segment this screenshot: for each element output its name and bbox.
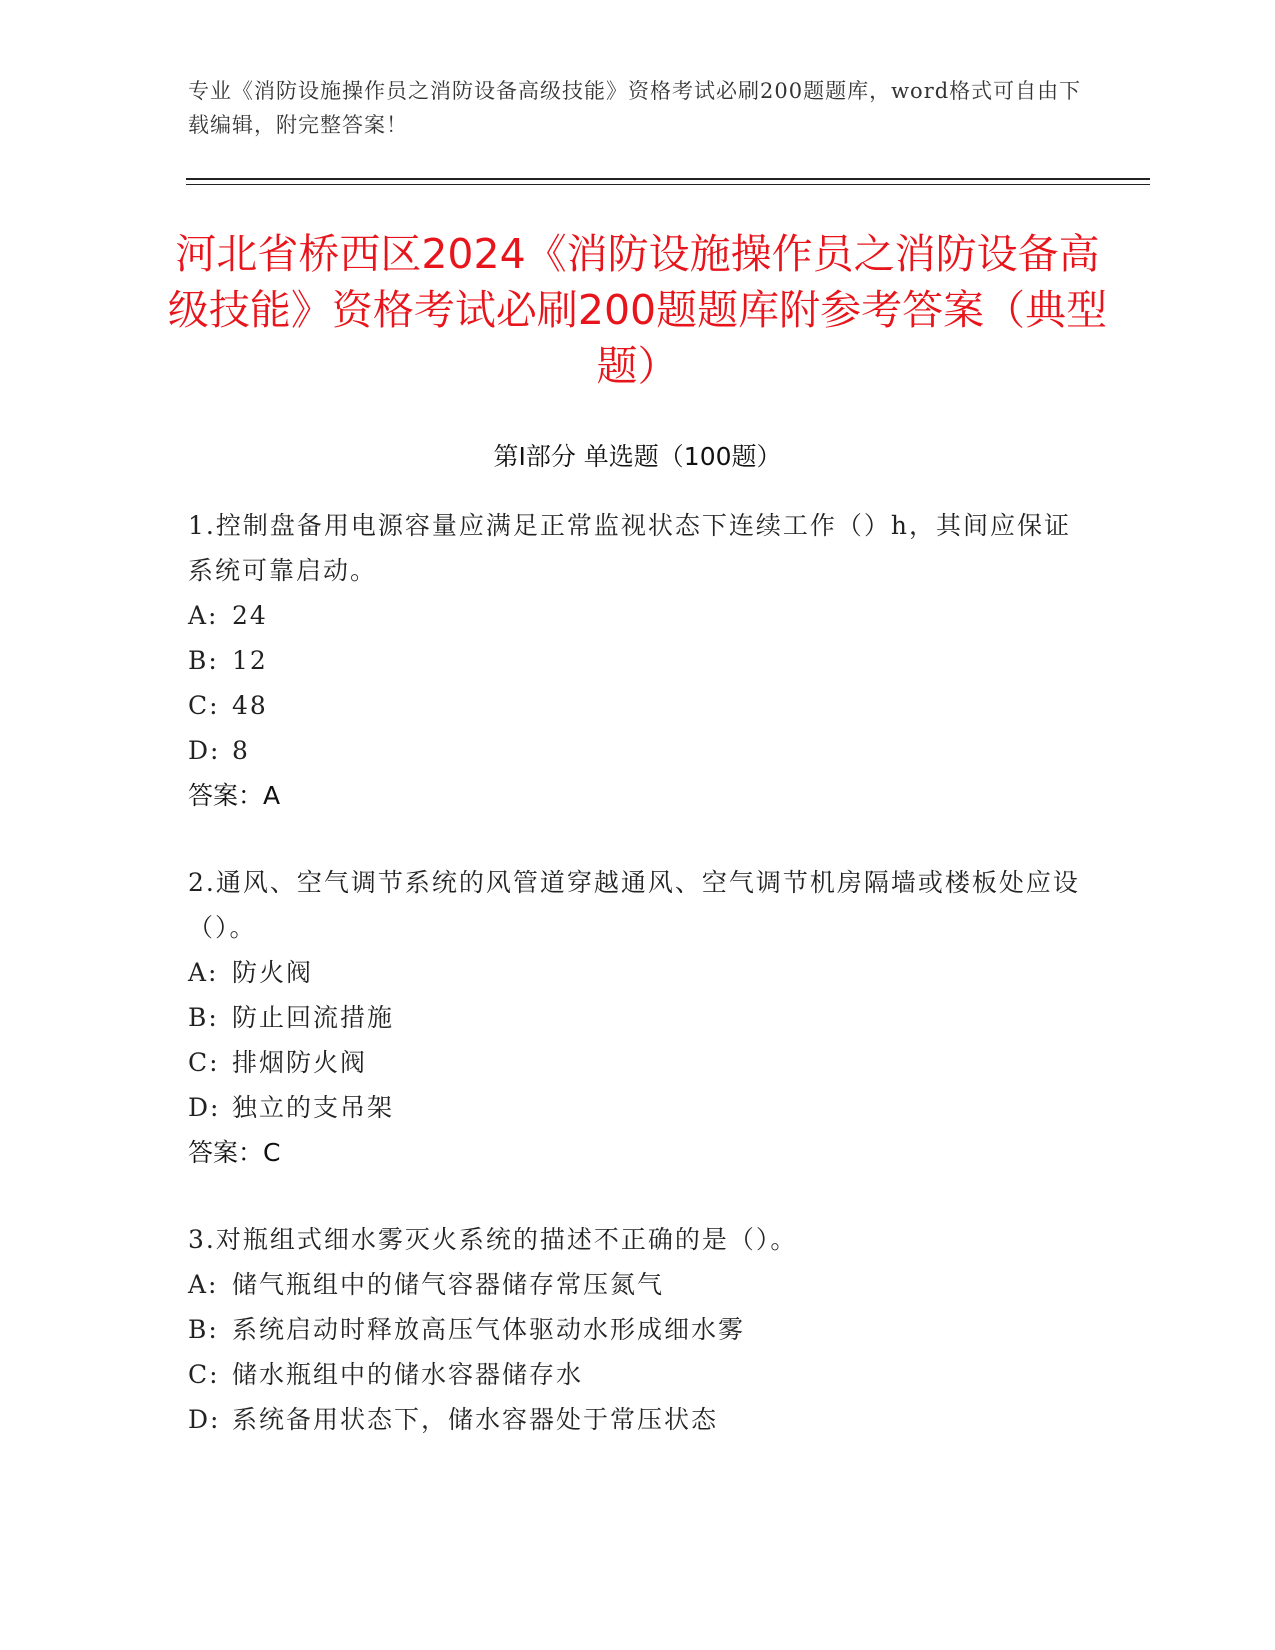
option-text: 防火阀 [232,958,314,987]
option-letter: B: [188,646,219,675]
option-letter: D: [188,1405,221,1434]
header-note: 专业《消防设施操作员之消防设备高级技能》资格考试必刷200题题库，word格式可自由下载编辑，附完整答案！ [188,79,1082,137]
option-c [188,1352,1088,1397]
option-d [188,1397,1088,1442]
option-text: 防止回流措施 [232,1003,395,1032]
question-3 [188,1217,1088,1442]
document-title: 河北省桥西区2024《消防设施操作员之消防设备高级技能》资格考试必刷200题题库附参考答案（典型题） [167,230,1108,390]
option-b [188,638,1088,683]
option-letter: D: [188,1093,221,1122]
option-letter: A: [188,1270,219,1299]
option-a [188,1262,1088,1307]
header-divider-thick [186,178,1150,180]
option-c [188,683,1088,728]
option-letter: A: [188,958,219,987]
question-1 [188,503,1088,818]
option-letter: C: [188,1360,220,1389]
option-letter: D: [188,736,221,765]
option-text: 系统备用状态下，储水容器处于常压状态 [232,1405,719,1434]
question-stem: 1.控制盘备用电源容量应满足正常监视状态下连续工作（）h，其间应保证系统可靠启动。 [188,511,1071,585]
option-letter: C: [188,691,220,720]
question-2 [188,860,1088,1175]
option-a [188,950,1088,995]
option-text: 排烟防火阀 [232,1048,368,1077]
option-a [188,593,1088,638]
answer-line: 答案：C [188,1138,281,1167]
option-text: 系统启动时释放高压气体驱动水形成细水雾 [232,1315,746,1344]
option-b [188,1307,1088,1352]
option-letter: B: [188,1315,219,1344]
option-text: 储水瓶组中的储水容器储存水 [232,1360,584,1389]
header-divider-thin [186,184,1150,185]
option-text: 24 [232,601,268,630]
section-heading: 第I部分 单选题（100题） [493,442,782,471]
option-text: 储气瓶组中的储气容器储存常压氮气 [232,1270,665,1299]
option-c [188,1040,1088,1085]
option-letter: A: [188,601,219,630]
option-text: 8 [232,736,250,765]
option-d [188,728,1088,773]
question-stem: 3.对瓶组式细水雾灭火系统的描述不正确的是（）。 [188,1225,798,1254]
option-b [188,995,1088,1040]
option-text: 独立的支吊架 [232,1093,395,1122]
option-text: 12 [232,646,268,675]
question-stem: 2.通风、空气调节系统的风管道穿越通风、空气调节机房隔墙或楼板处应设（）。 [188,868,1080,942]
option-letter: B: [188,1003,219,1032]
answer-line: 答案：A [188,781,281,810]
option-letter: C: [188,1048,220,1077]
option-d [188,1085,1088,1130]
option-text: 48 [232,691,268,720]
